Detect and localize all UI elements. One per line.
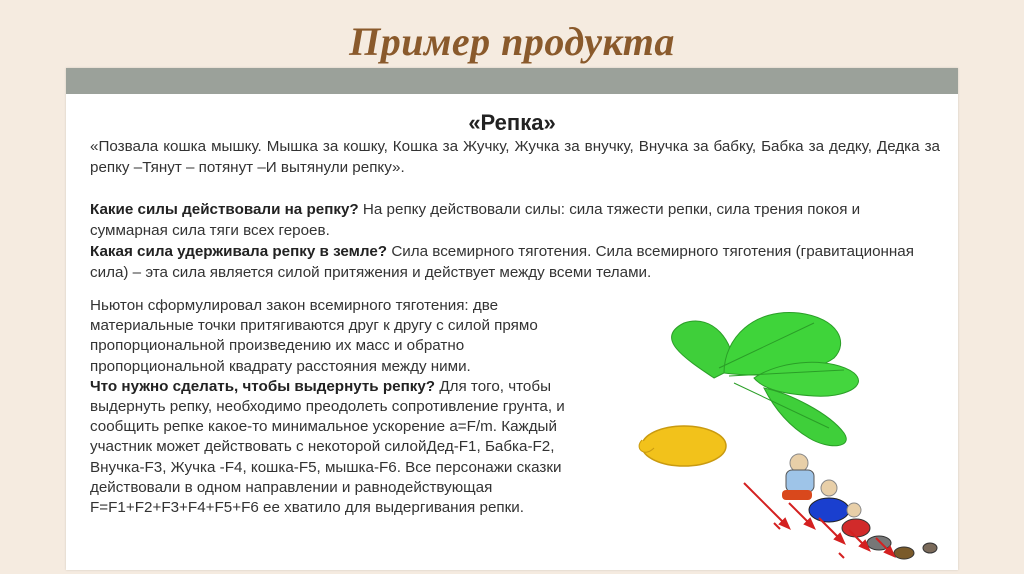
newton-law-block (90, 296, 602, 518)
fairy-tale-quote: «Позвала кошка мышку. Мышка за кошку, Кошка за Жучку, Жучка за внучку, Внучка за бабку, Бабка за дедку, Дедка за репку –Тянут – потянут –И вытянули репку». (90, 138, 940, 176)
turnip-root (642, 426, 726, 466)
newton-law-text: Ньютон сформулировал закон всемирного тяготения: две материальные точки притягиваются друг к другу с силой прямо пропорциональной произведению их масс и обратно пропорциональной квадрату расстояния между ними. (90, 297, 538, 375)
mouse-figure (923, 543, 937, 553)
grandfather-figure (782, 454, 814, 500)
turnip-illustration (614, 298, 950, 560)
question-pull-out: Что нужно сделать, чтобы выдернуть репку? (90, 377, 436, 395)
turnip-leaves (672, 312, 859, 445)
grandmother-figure (809, 480, 849, 522)
answer-forces: На репку действовали силы: сила тяжести репки, сила трения покоя и суммарная сила тяги всех героев. (90, 201, 861, 239)
document-frame (66, 68, 958, 570)
question-forces-block (90, 199, 940, 241)
answer-pull-out: Для того, чтобы выдернуть репку, необходимо преодолеть сопротивление грунта, и сообщить репке какое-то минимальное ускорение a=F/m. Каждый участник может действовать с некоторой силойДед-F1, Бабка-F2, Внучка-F3, Жучка -F4, кошка-F5, мышка-F6. Все персонажи сказки действовали в одном направлении и равнодействующая F=F1+F2+F3+F4+F5+F6 ее хватило для выдергивания репки. (90, 377, 565, 517)
frame-top-bar (66, 68, 958, 94)
answer-holding-force: Сила всемирного тяготения. Сила всемирного тяготения (гравитационная сила) – эта сила является силой притяжения и действует между всеми телами. (90, 243, 914, 281)
document-heading: «Репка» (468, 110, 556, 135)
question-holding-force-block (90, 241, 940, 283)
dog-figure (867, 536, 891, 550)
cat-figure (894, 547, 914, 559)
question-forces: Какие силы действовали на репку? (90, 201, 359, 218)
question-holding-force: Какая сила удерживала репку в земле? (90, 243, 388, 260)
slide-title: Пример продукта (349, 19, 675, 64)
